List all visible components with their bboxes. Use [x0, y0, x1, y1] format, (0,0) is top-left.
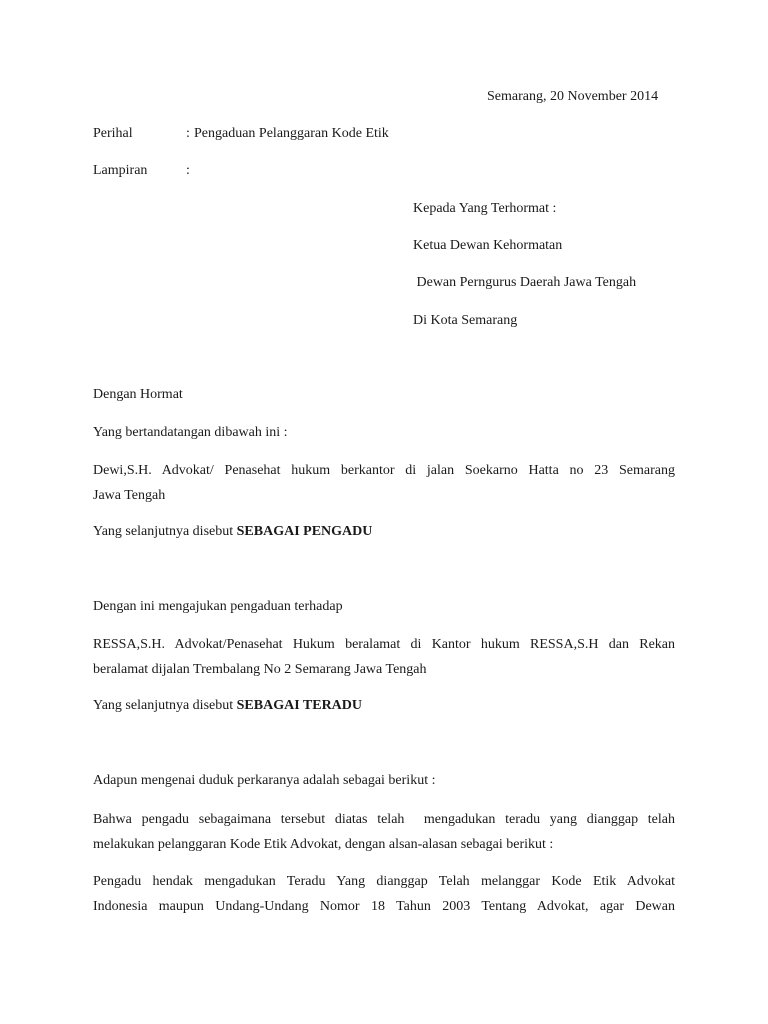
recipient-line-4: Di Kota Semarang — [413, 313, 518, 328]
respondent-ref-bold: SEBAGAI TERADU — [236, 698, 363, 713]
respondent-reference — [93, 694, 362, 718]
submit-line: Dengan ini mengajukan pengaduan terhadap — [93, 599, 343, 614]
paragraph-1-line-1: Bahwa pengadu sebagaimana tersebut diatas telah mengadukan teradu yang dianggap telah — [93, 812, 675, 827]
lampiran-colon: : — [186, 163, 190, 178]
respondent-line-2: beralamat dijalan Trembalang No 2 Semarang Jawa Tengah — [93, 662, 427, 677]
perihal-label: Perihal — [93, 126, 133, 141]
paragraph-1-line-2: melakukan pelanggaran Kode Etik Advokat, dengan alsan-alasan sebagai berikut : — [93, 837, 554, 852]
paragraph-1 — [93, 807, 675, 857]
complainant-ref-bold: SEBAGAI PENGADU — [236, 524, 373, 539]
paragraph-2-line-1: Pengadu hendak mengadukan Teradu Yang dianggap Telah melanggar Kode Etik Advokat — [93, 874, 675, 889]
complainant-line-2: Jawa Tengah — [93, 488, 166, 503]
recipient-line-1: Kepada Yang Terhormat : — [413, 201, 557, 216]
complainant-paragraph — [93, 458, 675, 508]
respondent-paragraph — [93, 632, 675, 682]
complainant-ref-prefix: Yang selanjutnya disebut — [93, 524, 237, 539]
perihal-colon: : — [186, 126, 190, 141]
case-intro: Adapun mengenai duduk perkaranya adalah sebagai berikut : — [93, 773, 436, 788]
date-line: Semarang, 20 November 2014 — [487, 89, 659, 104]
lampiran-label: Lampiran — [93, 163, 148, 178]
recipient-line-3: Dewan Perngurus Daerah Jawa Tengah — [413, 275, 637, 290]
paragraph-2-line-2: Indonesia maupun Undang-Undang Nomor 18 Tahun 2003 Tentang Advokat, agar Dewan — [93, 899, 675, 914]
respondent-ref-prefix: Yang selanjutnya disebut — [93, 698, 237, 713]
respondent-line-1: RESSA,S.H. Advokat/Penasehat Hukum beralamat di Kantor hukum RESSA,S.H dan Rekan — [93, 637, 675, 652]
signed-below-text: Yang bertandatangan dibawah ini : — [93, 425, 288, 440]
perihal-value: Pengaduan Pelanggaran Kode Etik — [194, 126, 389, 141]
paragraph-2 — [93, 869, 675, 919]
greeting: Dengan Hormat — [93, 387, 183, 402]
complainant-reference — [93, 520, 372, 544]
recipient-line-2: Ketua Dewan Kehormatan — [413, 238, 563, 253]
complainant-line-1: Dewi,S.H. Advokat/ Penasehat hukum berkantor di jalan Soekarno Hatta no 23 Semarang — [93, 463, 675, 478]
